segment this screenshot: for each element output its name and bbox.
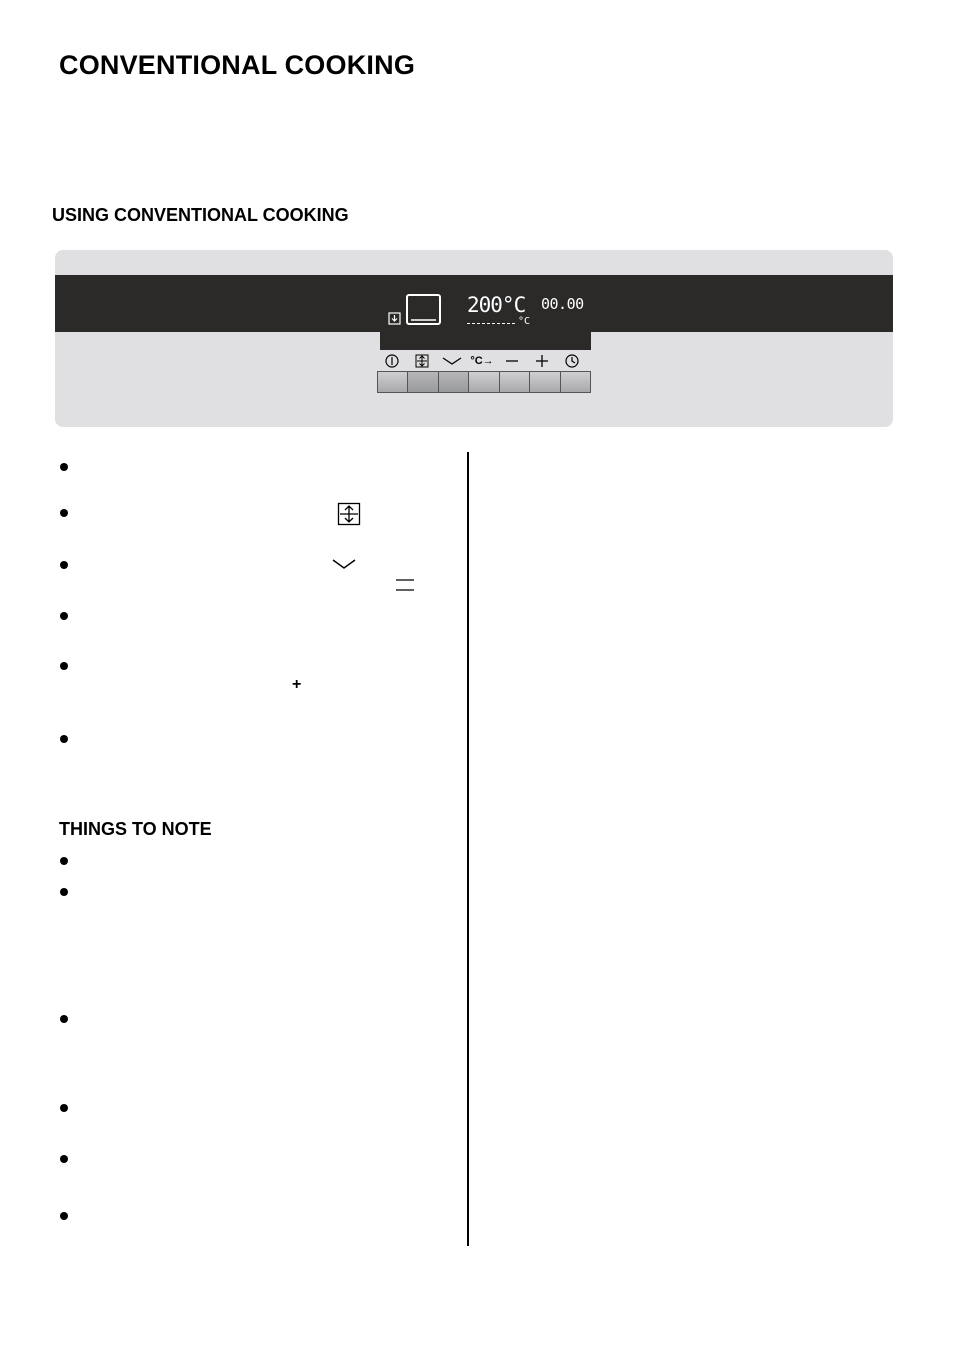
list-bullet bbox=[60, 662, 68, 670]
list-bullet bbox=[60, 509, 68, 517]
clock-icon bbox=[557, 351, 587, 371]
list-bullet bbox=[60, 1155, 68, 1163]
list-bullet bbox=[60, 857, 68, 865]
plus-icon bbox=[527, 351, 557, 371]
function-down-button[interactable] bbox=[439, 372, 469, 392]
function-down-icon bbox=[332, 558, 356, 572]
display-tab bbox=[380, 332, 591, 350]
list-bullet bbox=[60, 561, 68, 569]
list-bullet bbox=[60, 463, 68, 471]
function-down-icon bbox=[437, 351, 467, 371]
power-button[interactable] bbox=[378, 372, 408, 392]
time-readout: 00.00 bbox=[541, 295, 584, 313]
list-bullet bbox=[60, 1015, 68, 1023]
minus-button[interactable] bbox=[500, 372, 530, 392]
section-title: USING CONVENTIONAL COOKING bbox=[52, 205, 349, 225]
list-bullet bbox=[60, 1212, 68, 1220]
plus-button[interactable] bbox=[530, 372, 560, 392]
list-bullet bbox=[60, 888, 68, 896]
button-row bbox=[377, 371, 591, 393]
note-title: THINGS TO NOTE bbox=[59, 819, 212, 839]
oven-icon bbox=[388, 293, 443, 329]
fast-heat-button[interactable] bbox=[469, 372, 499, 392]
list-bullet bbox=[60, 612, 68, 620]
unit-label: °C bbox=[518, 316, 531, 327]
power-icon bbox=[377, 351, 407, 371]
plus-symbol: + bbox=[292, 676, 302, 693]
control-panel-illustration bbox=[55, 250, 893, 427]
function-select-icon bbox=[337, 502, 361, 526]
column-divider bbox=[467, 452, 469, 1246]
function-select-button[interactable] bbox=[408, 372, 438, 392]
fast-heat-icon: °C→ bbox=[470, 355, 494, 367]
temperature-bar bbox=[467, 323, 515, 324]
button-symbols bbox=[377, 351, 593, 371]
list-bullet bbox=[60, 1104, 68, 1112]
minus-icon bbox=[497, 351, 527, 371]
list-bullet bbox=[60, 735, 68, 743]
temperature-readout: 200°C bbox=[467, 293, 526, 317]
page-title: CONVENTIONAL COOKING bbox=[59, 50, 416, 80]
double-line-icon bbox=[395, 578, 415, 592]
function-select-icon bbox=[407, 351, 437, 371]
clock-button[interactable] bbox=[561, 372, 590, 392]
